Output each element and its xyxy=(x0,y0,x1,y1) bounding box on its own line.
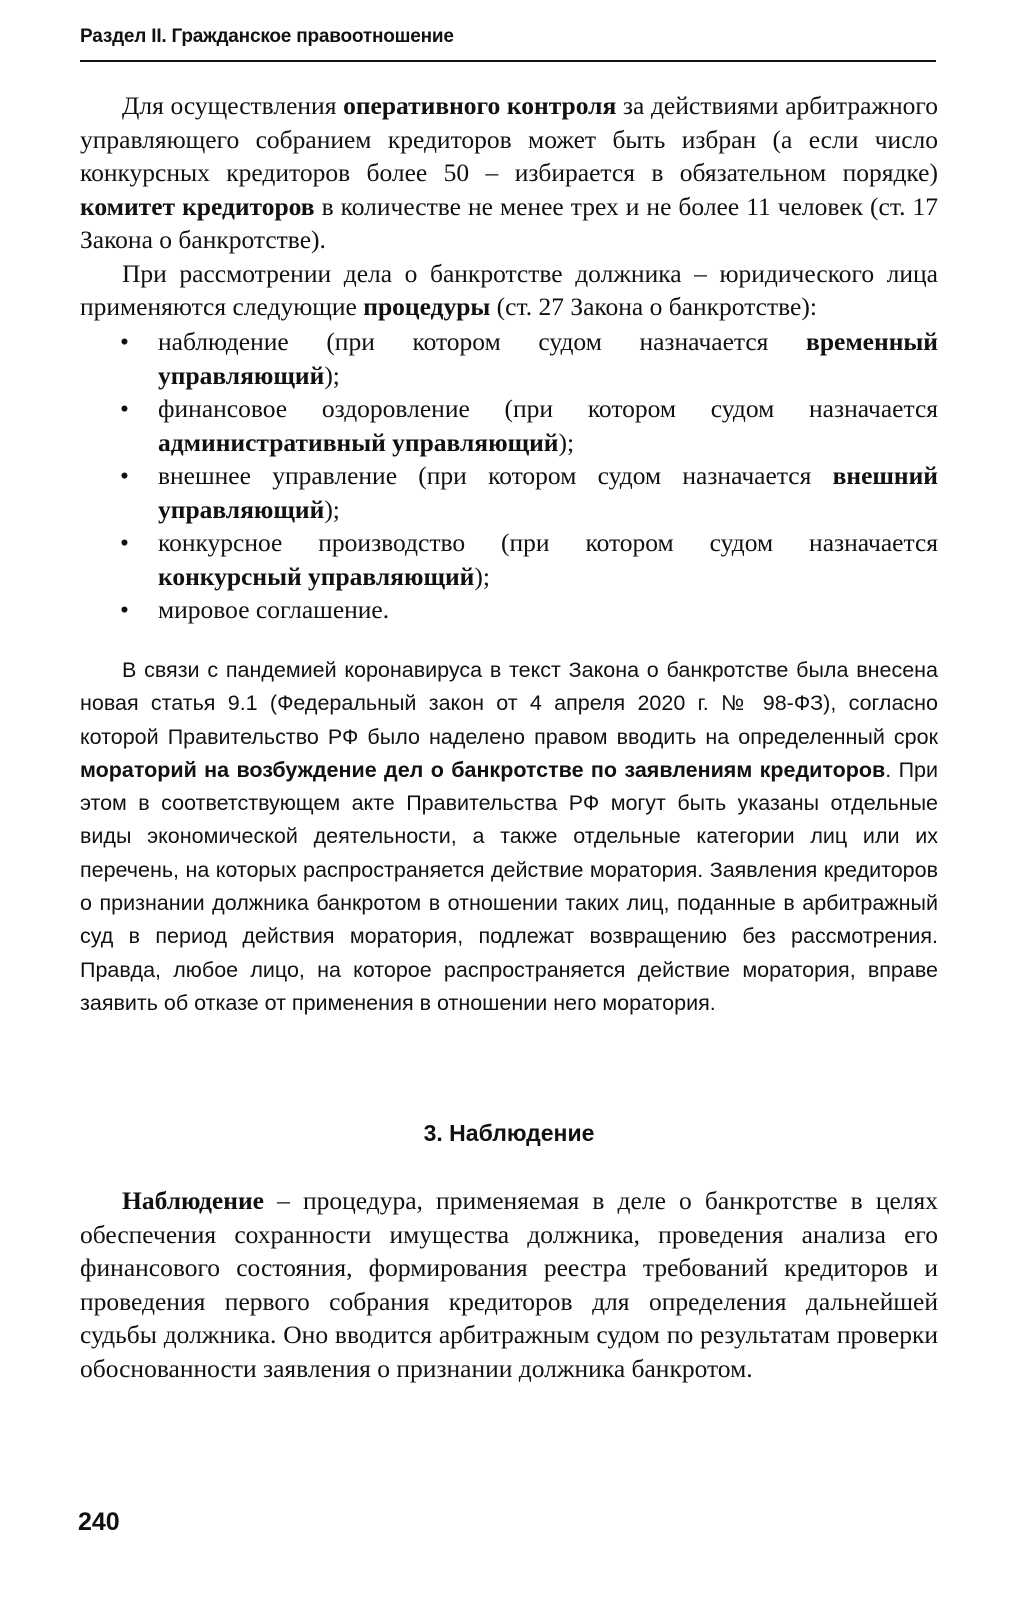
bullet-marker: • xyxy=(120,394,129,423)
paragraph-procedures: При рассмотрении дела о банкротстве должника – юридического лица применяются следующие процедуры (ст. 27 Закона о банкротстве): xyxy=(80,258,938,321)
term-observation: Наблюдение xyxy=(122,1186,264,1215)
procedures-list xyxy=(80,325,938,627)
moratorium-note xyxy=(80,654,938,1020)
bullet-marker: • xyxy=(120,528,129,557)
bullet-marker: • xyxy=(120,461,129,490)
header-rule xyxy=(80,60,936,62)
body-block-2 xyxy=(80,1184,938,1385)
term-moratorium: мораторий на возбуждение дел о банкротстве по заявлениям кредиторов xyxy=(80,757,886,782)
body-block-1 xyxy=(80,89,938,324)
paragraph-moratorium: В связи с пандемией коронавируса в текст Закона о банкротстве была внесена новая статья 9.1 (Федеральный закон от 4 апреля 2020 г. № 98-ФЗ), согласно которой Правительство РФ было наделено правом вводить на определенный срок мораторий на возбуждение дел о банкротстве по заявлениям кредиторов. При этом в соответствующем акте Правительства РФ могут быть указаны отдельные виды экономической деятельности, а также отдельные категории лиц или их перечень, на которых распространяется действие моратория. Заявления кредиторов о признании должника банкротом в отношении таких лиц, поданные в арбитражный суд в период действия моратория, подлежат возвращению без рассмотрения. Правда, любое лицо, на которое распространяется действие моратория, вправе заявить об отказе от применения в отношении него моратория. xyxy=(80,658,938,1015)
paragraph-observation: Наблюдение – процедура, применяемая в деле о банкротстве в целях обеспечения сохранности имущества должника, проведения анализа его финансового состояния, формирования реестра требований кредиторов и проведения первого собрания кредиторов для определения дальнейшей судьбы должника. Оно вводится арбитражным судом по результатам проверки обоснованности заявления о признании должника банкротом. xyxy=(80,1186,938,1383)
term-operational-control: оперативного контроля xyxy=(343,91,617,120)
list-item: • конкурсное производство (при котором судом назначается конкурсный управляющий); xyxy=(120,528,938,591)
list-item: • финансовое оздоровление (при котором судом назначается административный управляющий); xyxy=(120,394,938,457)
section-heading: 3. Наблюдение xyxy=(423,1120,595,1146)
bullet-marker: • xyxy=(120,327,129,356)
paragraph-operational-control: Для осуществления оперативного контроля за действиями арбитражного управляющего собранием кредиторов может быть избран (а если число конкурсных кредиторов более 50 – избирается в обязательном порядке) комитет кредиторов в количестве не менее трех и не более 11 человек (ст. 17 Закона о банкротстве). xyxy=(80,91,938,254)
bullet-marker: • xyxy=(120,595,129,624)
page-number: 240 xyxy=(78,1508,120,1536)
list-item: • внешнее управление (при котором судом назначается внешний управляющий); xyxy=(120,461,938,524)
term-procedures: процедуры xyxy=(363,292,491,321)
term-creditors-committee: комитет кредиторов xyxy=(80,191,315,221)
list-item: • наблюдение (при котором судом назначается временный управляющий); xyxy=(120,327,938,390)
list-item: • мировое соглашение. xyxy=(80,593,938,627)
running-head: Раздел II. Гражданское правоотношение xyxy=(80,26,454,47)
